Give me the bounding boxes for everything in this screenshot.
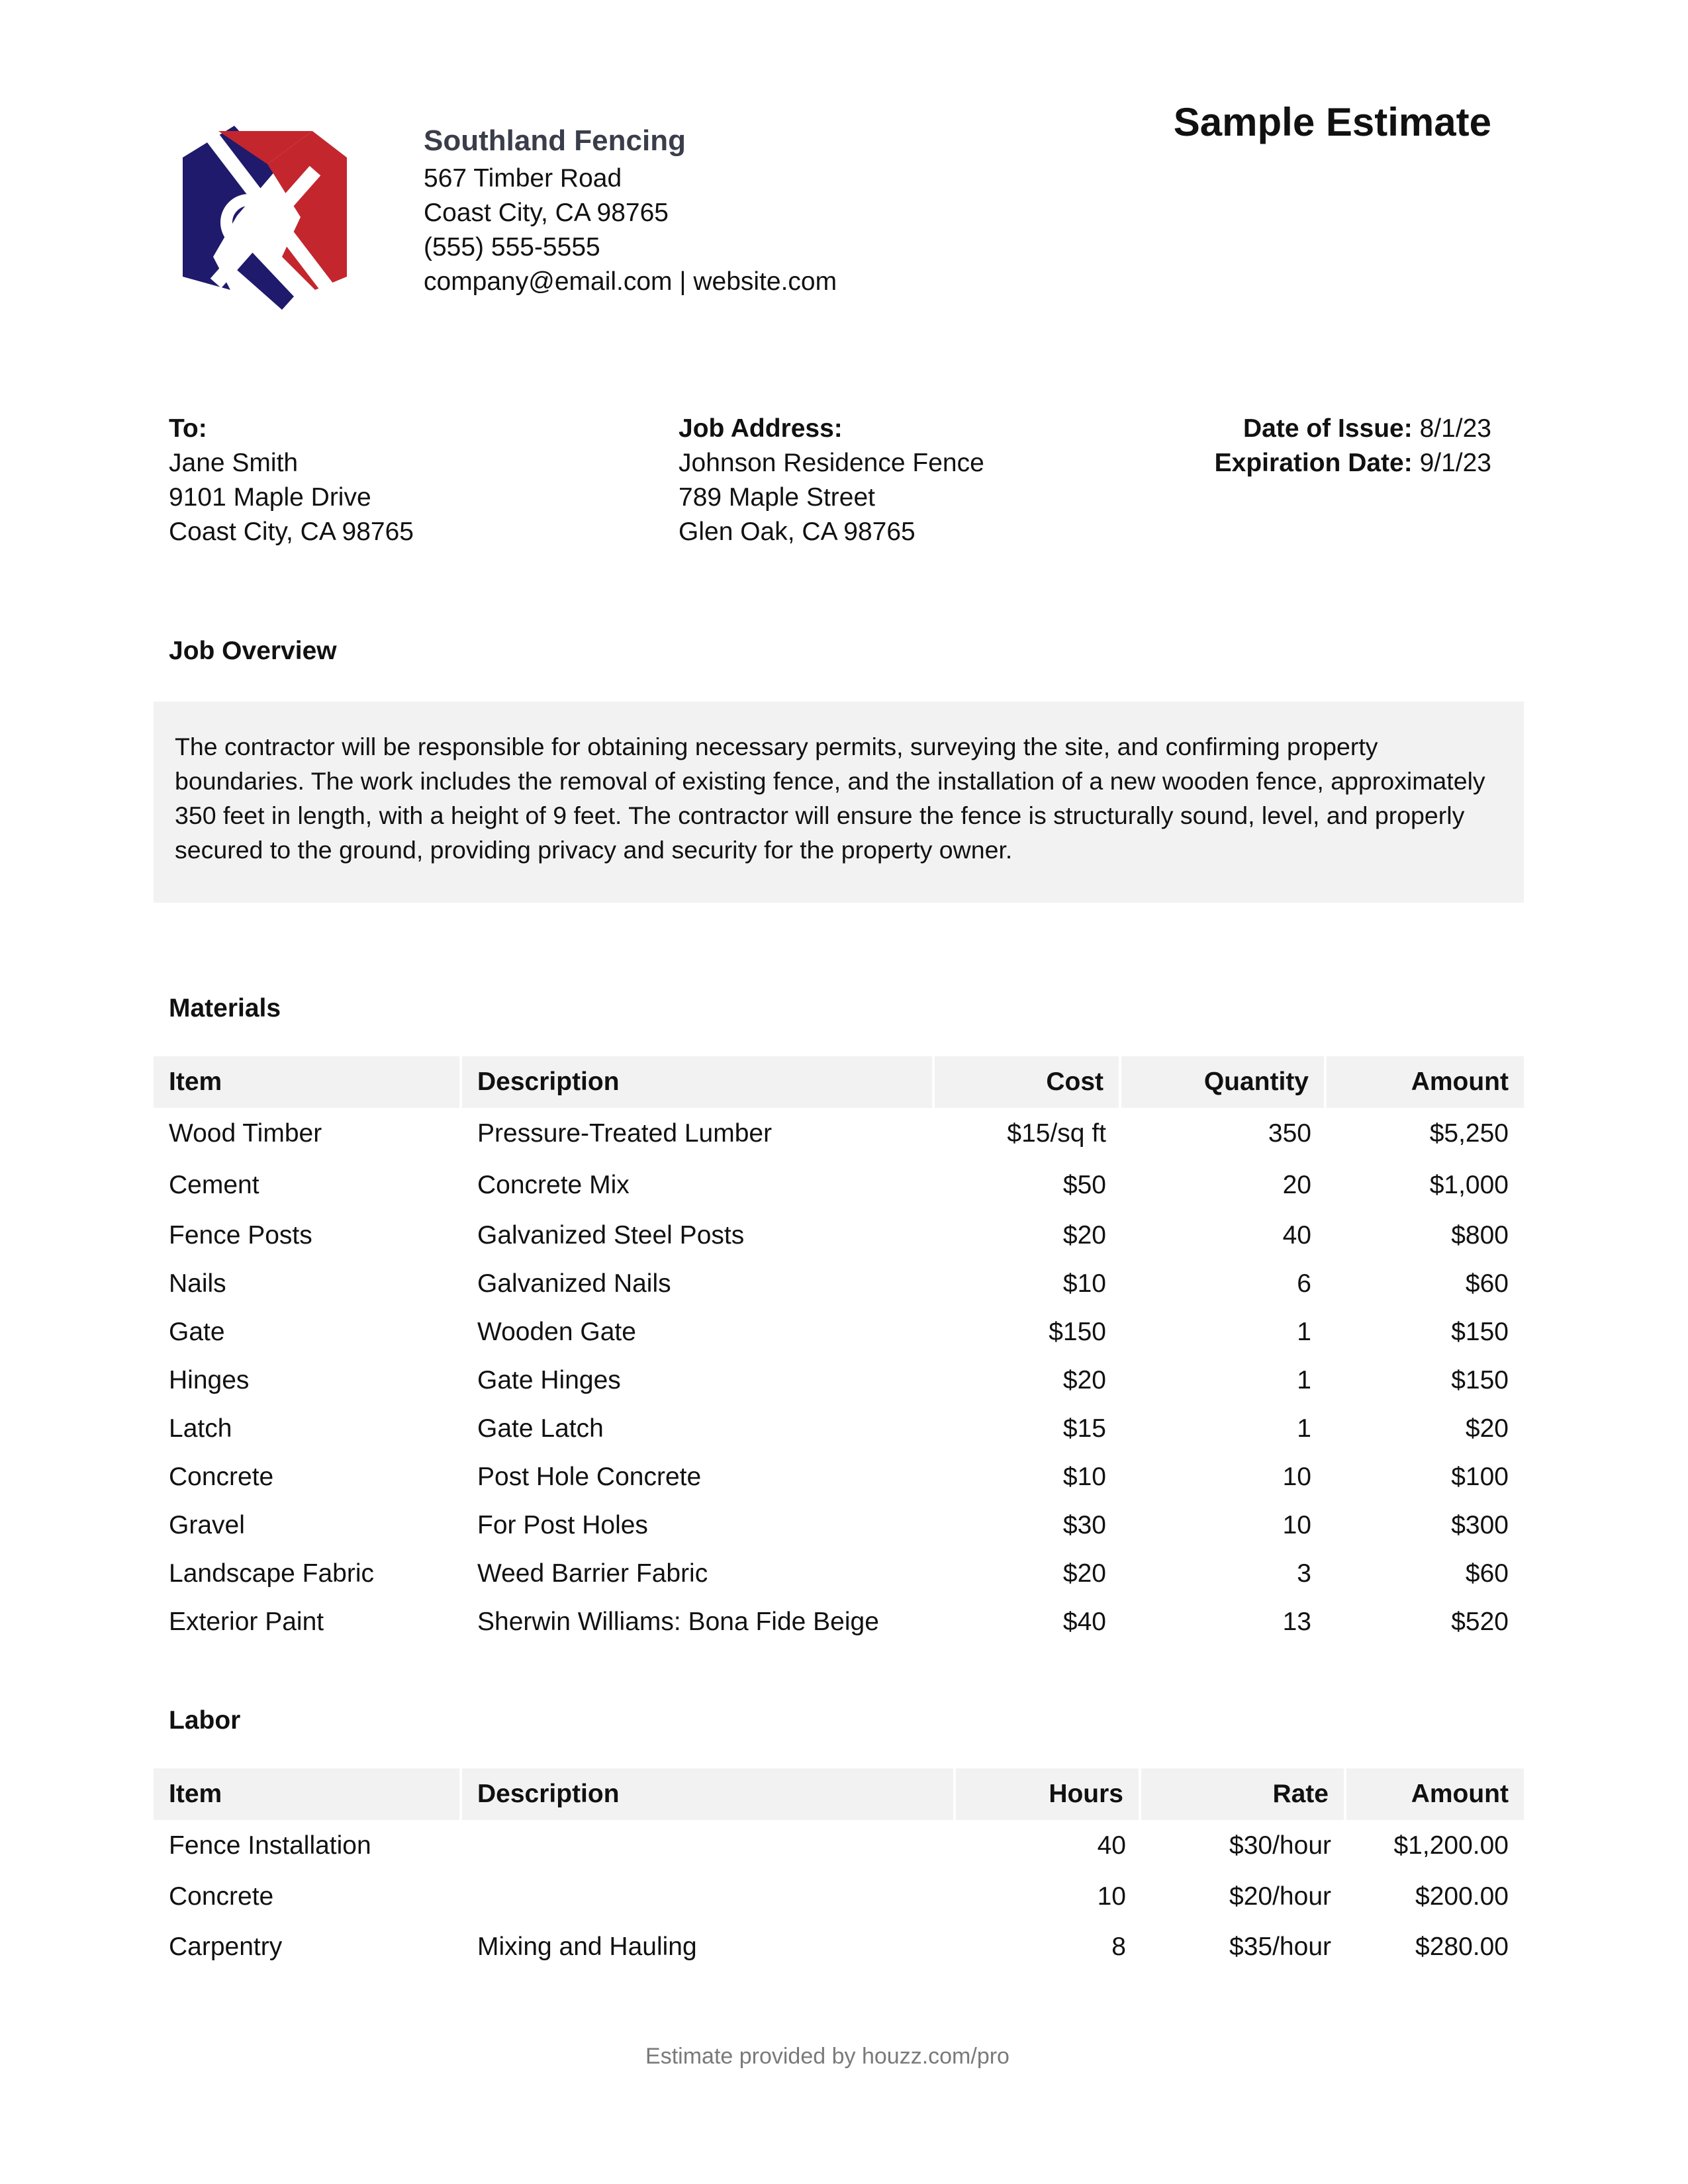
labor-cell-rate: $30/hour xyxy=(1229,1831,1331,1860)
materials-cell-cost: $10 xyxy=(1062,1269,1106,1298)
materials-row xyxy=(154,1308,1524,1356)
materials-cell-cost: $15/sq ft xyxy=(1007,1119,1106,1148)
materials-cell-amount: $300 xyxy=(1451,1510,1509,1539)
materials-cell-item: Latch xyxy=(169,1414,232,1443)
labor-cell-item: Carpentry xyxy=(169,1933,283,1961)
labor-cell-rate: $35/hour xyxy=(1229,1933,1331,1961)
materials-cell-amount: $150 xyxy=(1451,1365,1509,1394)
materials-cell-item: Hinges xyxy=(169,1365,250,1394)
labor-col-rate: Rate xyxy=(1141,1768,1346,1820)
materials-cell-item: Gate xyxy=(169,1317,225,1346)
labor-cell-amount: $200.00 xyxy=(1415,1882,1509,1911)
expiration-date-value: 9/1/23 xyxy=(1419,449,1491,477)
materials-row xyxy=(154,1259,1524,1308)
materials-cell-amount: $60 xyxy=(1465,1559,1509,1588)
footer-note: Estimate provided by houzz.com/pro xyxy=(645,2044,1009,2069)
materials-cell-cost: $20 xyxy=(1062,1559,1106,1588)
materials-cell-cost: $30 xyxy=(1062,1510,1106,1539)
materials-col-amount: Amount xyxy=(1327,1056,1524,1108)
issue-date-value: 8/1/23 xyxy=(1419,414,1491,443)
materials-cell-description: Gate Latch xyxy=(477,1414,604,1443)
labor-row xyxy=(154,1872,1524,1922)
materials-header-row xyxy=(154,1056,1524,1108)
materials-row xyxy=(154,1501,1524,1549)
materials-cell-cost: $15 xyxy=(1062,1414,1106,1443)
labor-row xyxy=(154,1820,1524,1872)
materials-cell-quantity: 1 xyxy=(1297,1365,1311,1394)
job-line1: 789 Maple Street xyxy=(679,483,876,512)
materials-cell-quantity: 350 xyxy=(1268,1119,1311,1148)
job-name: Johnson Residence Fence xyxy=(679,449,984,477)
document-title: Sample Estimate xyxy=(1173,100,1491,144)
materials-cell-quantity: 1 xyxy=(1297,1317,1311,1346)
issue-date-label: Date of Issue: xyxy=(1243,414,1413,443)
materials-row xyxy=(154,1453,1524,1501)
materials-cell-quantity: 40 xyxy=(1282,1220,1311,1250)
materials-cell-item: Exterior Paint xyxy=(169,1607,324,1636)
labor-cell-description xyxy=(462,1872,956,1922)
company-phone: (555) 555-5555 xyxy=(424,233,600,261)
materials-cell-cost: $150 xyxy=(1049,1317,1106,1346)
job-line2: Glen Oak, CA 98765 xyxy=(679,518,915,546)
materials-cell-amount: $800 xyxy=(1451,1220,1509,1250)
dates-block xyxy=(1215,412,1491,480)
materials-cell-item: Landscape Fabric xyxy=(169,1559,375,1588)
materials-cell-item: Fence Posts xyxy=(169,1220,312,1250)
labor-heading: Labor xyxy=(169,1706,241,1735)
materials-row xyxy=(154,1211,1524,1259)
materials-row xyxy=(154,1160,1524,1211)
materials-cell-item: Cement xyxy=(169,1171,259,1199)
materials-cell-description: Pressure-Treated Lumber xyxy=(477,1119,773,1148)
materials-cell-amount: $5,250 xyxy=(1429,1119,1509,1148)
job-address-label: Job Address: xyxy=(679,414,843,443)
labor-cell-hours: 10 xyxy=(1097,1882,1126,1911)
expiration-date-label: Expiration Date: xyxy=(1214,449,1413,477)
labor-cell-hours: 40 xyxy=(1097,1831,1126,1860)
recipient-line1: 9101 Maple Drive xyxy=(169,483,371,512)
materials-cell-amount: $150 xyxy=(1451,1317,1509,1346)
materials-cell-item: Gravel xyxy=(169,1510,245,1539)
issue-date-row xyxy=(1215,412,1491,446)
materials-cell-amount: $20 xyxy=(1465,1414,1509,1443)
materials-cell-quantity: 1 xyxy=(1297,1414,1311,1443)
materials-col-quantity: Quantity xyxy=(1121,1056,1327,1108)
labor-col-description: Description xyxy=(462,1768,956,1820)
materials-cell-description: Post Hole Concrete xyxy=(477,1462,702,1491)
recipient-line2: Coast City, CA 98765 xyxy=(169,518,414,546)
labor-col-item: Item xyxy=(154,1768,462,1820)
materials-col-item: Item xyxy=(154,1056,462,1108)
materials-cell-description: For Post Holes xyxy=(477,1510,648,1539)
materials-row xyxy=(154,1549,1524,1598)
materials-cell-quantity: 3 xyxy=(1297,1559,1311,1588)
materials-cell-description: Galvanized Steel Posts xyxy=(477,1220,745,1250)
materials-cell-cost: $40 xyxy=(1062,1607,1106,1636)
materials-cell-item: Concrete xyxy=(169,1462,274,1491)
company-address-line1: 567 Timber Road xyxy=(424,164,622,193)
labor-cell-amount: $1,200.00 xyxy=(1393,1831,1509,1860)
company-address-line2: Coast City, CA 98765 xyxy=(424,199,669,227)
labor-table xyxy=(154,1768,1524,1972)
materials-table xyxy=(154,1056,1524,1646)
company-contact: company@email.com | website.com xyxy=(424,267,837,296)
materials-cell-cost: $10 xyxy=(1062,1462,1106,1491)
recipient-block xyxy=(169,412,414,549)
materials-cell-cost: $20 xyxy=(1062,1220,1106,1250)
materials-heading: Materials xyxy=(169,994,281,1023)
materials-cell-item: Nails xyxy=(169,1269,226,1298)
materials-row xyxy=(154,1356,1524,1404)
labor-cell-rate: $20/hour xyxy=(1229,1882,1331,1911)
company-logo xyxy=(183,118,347,310)
materials-cell-quantity: 20 xyxy=(1282,1171,1311,1199)
materials-cell-description: Weed Barrier Fabric xyxy=(477,1559,708,1588)
materials-row xyxy=(154,1404,1524,1453)
materials-cell-quantity: 10 xyxy=(1282,1462,1311,1491)
materials-cell-description: Gate Hinges xyxy=(477,1365,621,1394)
materials-cell-description: Concrete Mix xyxy=(477,1171,630,1199)
materials-col-description: Description xyxy=(462,1056,935,1108)
materials-cell-quantity: 6 xyxy=(1297,1269,1311,1298)
materials-cell-cost: $50 xyxy=(1062,1171,1106,1199)
labor-cell-description xyxy=(462,1820,956,1872)
labor-cell-item: Concrete xyxy=(169,1882,274,1911)
labor-cell-item: Fence Installation xyxy=(169,1831,371,1860)
job-overview-box xyxy=(154,702,1524,903)
materials-cell-item: Wood Timber xyxy=(169,1119,322,1148)
expiration-date-row xyxy=(1215,446,1491,480)
materials-row xyxy=(154,1598,1524,1646)
materials-cell-description: Wooden Gate xyxy=(477,1317,636,1346)
materials-cell-amount: $60 xyxy=(1465,1269,1509,1298)
labor-row xyxy=(154,1922,1524,1972)
materials-cell-description: Galvanized Nails xyxy=(477,1269,671,1298)
recipient-name: Jane Smith xyxy=(169,449,299,477)
materials-cell-quantity: 10 xyxy=(1282,1510,1311,1539)
materials-cell-cost: $20 xyxy=(1062,1365,1106,1394)
labor-header-row xyxy=(154,1768,1524,1820)
materials-cell-amount: $100 xyxy=(1451,1462,1509,1491)
company-name: Southland Fencing xyxy=(424,124,686,157)
labor-col-amount: Amount xyxy=(1346,1768,1524,1820)
materials-cell-amount: $1,000 xyxy=(1429,1171,1509,1199)
materials-cell-amount: $520 xyxy=(1451,1607,1509,1636)
labor-col-hours: Hours xyxy=(956,1768,1141,1820)
recipient-label: To: xyxy=(169,414,207,443)
materials-col-cost: Cost xyxy=(935,1056,1121,1108)
job-overview-text: The contractor will be responsible for obtaining necessary permits, surveying the site, and confirming property boundaries. The work includes the removal of existing fence, and the installation of a new wooden fence, approximately 350 feet in length, with a height of 9 feet. The contractor will ensure the fence is structurally sound, level, and properly secured to the ground, providing privacy and security for the property owner. xyxy=(175,733,1485,864)
materials-cell-quantity: 13 xyxy=(1282,1607,1311,1636)
labor-cell-amount: $280.00 xyxy=(1415,1933,1509,1961)
company-info xyxy=(424,120,837,299)
labor-cell-description: Mixing and Hauling xyxy=(477,1933,697,1961)
materials-row xyxy=(154,1108,1524,1160)
materials-cell-description: Sherwin Williams: Bona Fide Beige xyxy=(477,1607,879,1636)
job-address-block xyxy=(679,412,984,549)
labor-cell-hours: 8 xyxy=(1111,1933,1126,1961)
job-overview-heading: Job Overview xyxy=(169,637,337,665)
